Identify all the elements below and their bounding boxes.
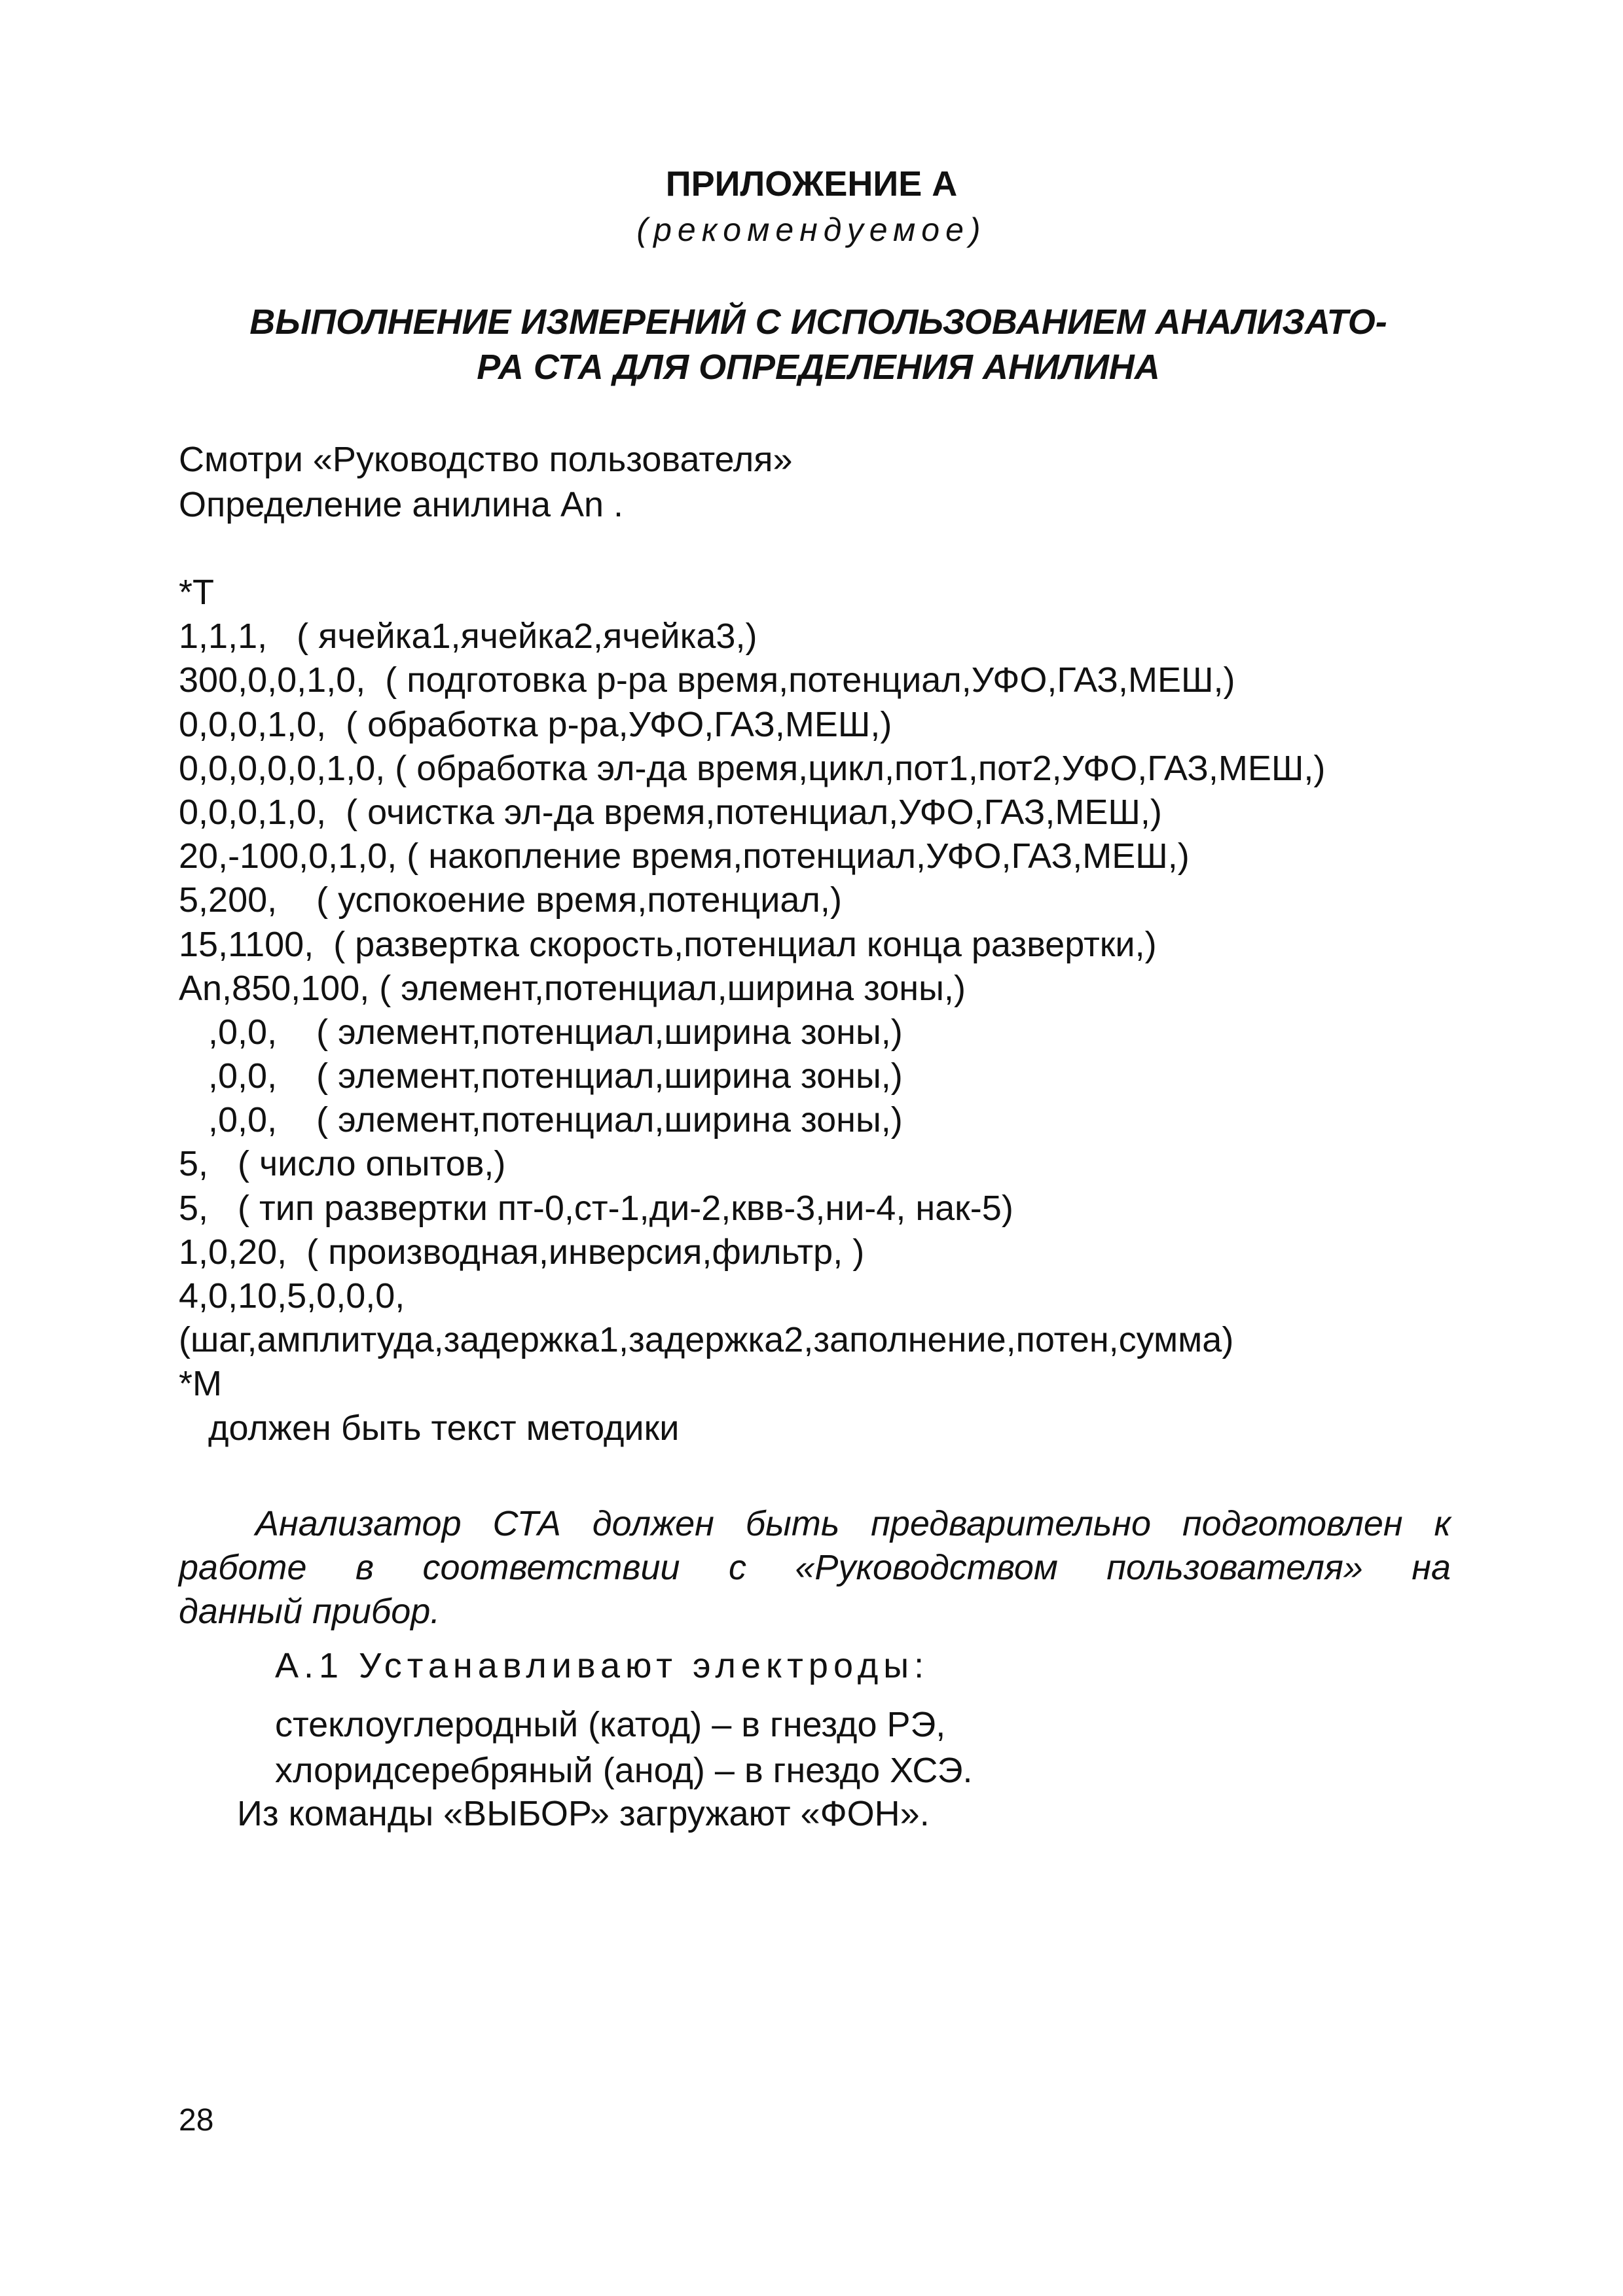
intro-determination-line: Определение анилина An . [179,485,624,524]
parameter-line: 5, ( число опытов,) [179,1144,506,1184]
parameter-line: (шаг,амплитуда,задержка1,задержка2,заполнение,потен,сумма) [179,1320,1234,1360]
step-a1-heading: А.1 Устанавливают электроды: [275,1646,930,1685]
page-number: 28 [179,2103,214,2138]
parameter-line: 300,0,0,1,0, ( подготовка р-ра время,потенциал,УФО,ГАЗ,МЕШ,) [179,660,1235,700]
parameter-line: 5, ( тип развертки пт-0,ст-1,ди-2,квв-3,ни-4, нак-5) [179,1188,1013,1228]
parameter-line: должен быть текст методики [179,1408,680,1448]
parameter-line: 0,0,0,1,0, ( очистка эл-да время,потенциал,УФО,ГАЗ,МЕШ,) [179,792,1162,832]
parameter-line: 15,1100, ( развертка скорость,потенциал конца развертки,) [179,924,1157,964]
parameter-line: ,0,0, ( элемент,потенциал,ширина зоны,) [179,1056,903,1096]
note-line: Анализатор СТА должен быть предварительно подготовлен к [255,1504,1451,1543]
step-a1-electrodes [275,1702,973,1793]
parameter-line: 5,200, ( успокоение время,потенциал,) [179,880,842,920]
parameter-line: An,850,100, ( элемент,потенциал,ширина зоны,) [179,968,966,1008]
electrode-line: хлоридсеребряный (анод) – в гнездо ХСЭ. [275,1751,973,1790]
main-title [190,300,1447,390]
annex-status: (рекомендуемое) [636,211,987,248]
parameter-line: 20,-100,0,1,0, ( накопление время,потенциал,УФО,ГАЗ,МЕШ,) [179,836,1190,876]
intro-block [179,437,793,528]
parameter-line: 0,0,0,0,0,1,0, ( обработка эл-да время,цикл,пот1,пот2,УФО,ГАЗ,МЕШ,) [179,748,1326,788]
parameter-line: 1,0,20, ( производная,инверсия,фильтр, ) [179,1232,865,1272]
electrode-line: стеклоуглеродный (катод) – в гнездо РЭ, [275,1705,946,1744]
annex-title: ПРИЛОЖЕНИЕ А [665,164,958,204]
parameter-line: 4,0,10,5,0,0,0, [179,1276,405,1316]
parameter-line: ,0,0, ( элемент,потенциал,ширина зоны,) [179,1012,903,1052]
parameter-line: 1,1,1, ( ячейка1,ячейка2,ячейка3,) [179,617,757,656]
parameter-line: *T [179,573,214,612]
step-a1-command: Из команды «ВЫБОР» загружают «ФОН». [237,1794,930,1833]
parameter-line: *M [179,1364,222,1404]
intro-reference-line: Смотри «Руководство пользователя» [179,440,793,479]
parameter-line: ,0,0, ( элемент,потенциал,ширина зоны,) [179,1100,903,1140]
note-line: работе в соответствии с «Руководством пользователя» на [179,1548,1451,1587]
parameter-line: 0,0,0,1,0, ( обработка р-ра,УФО,ГАЗ,МЕШ,) [179,704,892,744]
method-parameters-block [179,571,1325,1450]
main-title-line: РА СТА ДЛЯ ОПРЕДЕЛЕНИЯ АНИЛИНА [477,348,1160,387]
main-title-line: ВЫПОЛНЕНИЕ ИЗМЕРЕНИЙ С ИСПОЛЬЗОВАНИЕМ АНАЛИЗАТО- [249,302,1387,342]
note-line: данный прибор. [179,1592,441,1631]
preparation-note [179,1502,1451,1634]
